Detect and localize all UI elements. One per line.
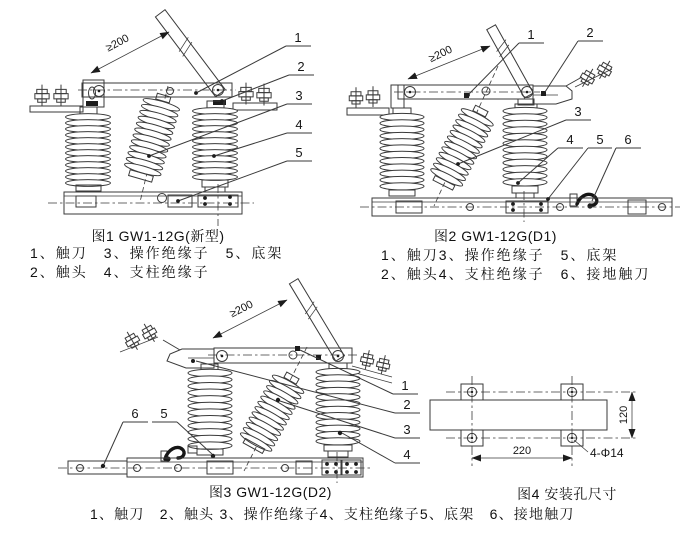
figure1-legend-line2: 2、触头 4、支柱绝缘子 [30, 264, 210, 280]
svg-text:3: 3 [295, 88, 303, 103]
figure2-right-insulator [503, 99, 547, 198]
svg-text:4: 4 [295, 117, 303, 132]
svg-text:2: 2 [586, 25, 594, 40]
figure3-caption: 图3 GW1-12G(D2) [209, 484, 332, 500]
figure1-legend-line1: 1、触刀 3、操作绝缘子 5、底架 [30, 245, 284, 261]
figure3-left-insulator [188, 364, 232, 458]
figure2-callouts [456, 25, 641, 201]
figure2-legend-line2: 2、触头4、支柱绝缘子 6、接地触刀 [381, 266, 651, 282]
svg-text:4: 4 [403, 447, 411, 462]
figure2-clearance-dim: ≥200 [427, 43, 455, 66]
figure1-operating-insulator [122, 90, 182, 184]
figure1-base-frame [48, 184, 254, 226]
svg-text:1: 1 [401, 378, 409, 393]
figure2-legend-line1: 1、触刀3、操作绝缘子 5、底架 [381, 247, 619, 263]
figure4-drawing [430, 376, 638, 466]
svg-text:5: 5 [160, 406, 168, 421]
figure3-operating-insulator [237, 367, 308, 457]
svg-text:1: 1 [527, 27, 535, 42]
figure2-operating-insulator [427, 100, 498, 193]
svg-text:3: 3 [403, 422, 411, 437]
svg-text:2: 2 [297, 59, 305, 74]
figure3-earthing-blade [161, 446, 197, 462]
figure2-earthing-blade [570, 194, 597, 209]
figure3-right-insulator [316, 363, 360, 457]
figure1-left-insulator [66, 107, 111, 191]
svg-text:1: 1 [294, 30, 302, 45]
footer-parts-legend: 1、触刀 2、触头 3、操作绝缘子4、支柱绝缘子5、底架 6、接地触刀 [90, 506, 575, 522]
svg-text:6: 6 [131, 406, 139, 421]
svg-text:5: 5 [295, 145, 303, 160]
figure1-caption: 图1 GW1-12G(新型) [91, 228, 225, 244]
figure3-clearance-dim: ≥200 [228, 298, 256, 321]
figure1-clearance-dim: ≥200 [104, 32, 132, 55]
figure3-drawing [58, 278, 420, 483]
figure2-caption: 图2 GW1-12G(D1) [434, 228, 557, 244]
svg-text:6: 6 [624, 132, 632, 147]
svg-text:4: 4 [566, 132, 574, 147]
figure2-drawing [347, 24, 680, 222]
svg-text:3: 3 [574, 104, 582, 119]
figure4-holes-label: 4-Φ14 [590, 446, 624, 460]
figure4-width-dim: 220 [512, 445, 532, 457]
figure1-right-insulator [193, 101, 238, 192]
figure4-height-dim: 120 [618, 405, 630, 425]
svg-text:5: 5 [596, 132, 604, 147]
figure1-drawing [30, 9, 314, 226]
svg-text:2: 2 [403, 397, 411, 412]
figure4-caption: 图4 安装孔尺寸 [517, 486, 617, 502]
figure2-left-insulator [380, 108, 424, 196]
